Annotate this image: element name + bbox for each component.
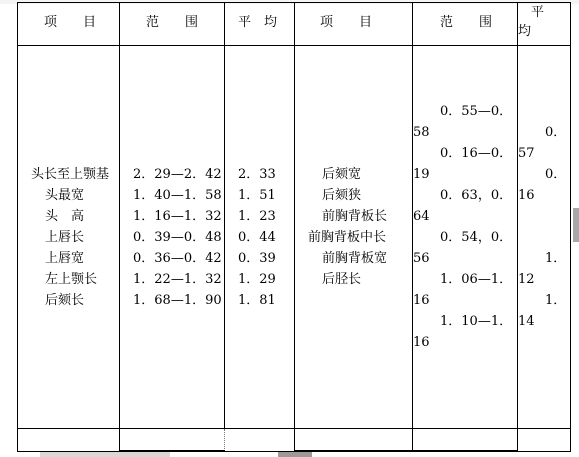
left-item: 头长至上颚基: [31, 167, 110, 182]
right-range-line: 1．10—1．: [440, 314, 513, 329]
left-average: 1．23: [238, 209, 276, 224]
left-average: 1．51: [238, 188, 276, 203]
bottom-scroll-track[interactable]: [40, 452, 170, 457]
right-range-line: 0．16—0．: [440, 146, 513, 161]
right-average-line: 14: [518, 314, 535, 329]
right-range-line: 1．06—1．: [440, 272, 513, 287]
right-average-line: 0．: [545, 167, 567, 182]
column-divider-5: [517, 2, 518, 452]
scrollbar-thumb[interactable]: [573, 208, 579, 242]
right-item: 前胸背板宽: [322, 251, 388, 266]
right-average-line: 0．: [545, 125, 567, 140]
left-average: 0．39: [238, 251, 276, 266]
right-range-line: 0．55—0．: [440, 104, 513, 119]
right-item: 后颏狭: [322, 188, 362, 203]
header-avg-left: 平 均: [238, 15, 278, 30]
right-item: 前胸背板中长: [308, 230, 387, 245]
header-item-left: 项 目: [44, 15, 97, 30]
right-range-line: 16: [413, 335, 430, 350]
left-range: 0．39—0．48: [133, 230, 222, 245]
right-range-line: 64: [413, 209, 430, 224]
left-range: 1．16—1．32: [133, 209, 222, 224]
left-average: 1．81: [238, 293, 276, 308]
right-item: 后颏宽: [322, 167, 362, 182]
bottom-scroll-thumb[interactable]: [278, 452, 312, 457]
right-average-line: 1．: [545, 251, 567, 266]
left-item: 头最宽: [45, 188, 85, 203]
column-divider-2: [224, 2, 225, 428]
right-average-line: 57: [518, 146, 535, 161]
left-item: 左上颚长: [45, 272, 98, 287]
footer-cell-underline-2: [294, 450, 413, 451]
right-item: 前胸背板长: [322, 209, 388, 224]
right-average-line: 16: [518, 188, 535, 203]
left-item: 上唇宽: [45, 251, 85, 266]
right-range-line: 16: [413, 293, 430, 308]
header-avg-right-line2: 均: [518, 24, 532, 39]
column-divider-0: [17, 2, 18, 452]
left-range: 2．29—2．42: [133, 167, 222, 182]
left-item: 头 高: [45, 209, 85, 224]
left-average: 2．33: [238, 167, 276, 182]
column-divider-3: [294, 2, 295, 452]
right-range-line: 0．54，0．: [440, 230, 513, 245]
right-average-line: 1．: [545, 293, 567, 308]
column-divider-4: [412, 2, 413, 452]
right-average-line: 12: [518, 272, 535, 287]
header-range-left: 范 围: [146, 15, 199, 30]
right-range-line: 0．63，0．: [440, 188, 513, 203]
left-average: 1．29: [238, 272, 276, 287]
right-range-line: 56: [413, 251, 430, 266]
column-divider-6: [570, 2, 571, 452]
left-item: 上唇长: [45, 230, 85, 245]
left-range: 1．22—1．32: [133, 272, 222, 287]
left-range: 0．36—0．42: [133, 251, 222, 266]
right-range-line: 19: [413, 167, 430, 182]
right-item: 后胫长: [322, 272, 362, 287]
left-average: 0．44: [238, 230, 276, 245]
header-range-right: 范 围: [440, 15, 493, 30]
left-item: 后颏长: [45, 293, 85, 308]
left-range: 1．68—1．90: [133, 293, 222, 308]
footer-cell-underline-3: [412, 450, 518, 451]
right-range-line: 58: [413, 125, 430, 140]
footer-cell-underline-1: [119, 450, 225, 451]
header-avg-right-line1: 平: [531, 5, 545, 20]
footer-dotted-divider: [224, 429, 225, 451]
header-item-right: 项 目: [320, 15, 373, 30]
column-divider-1: [119, 2, 120, 452]
left-range: 1．40—1．58: [133, 188, 222, 203]
